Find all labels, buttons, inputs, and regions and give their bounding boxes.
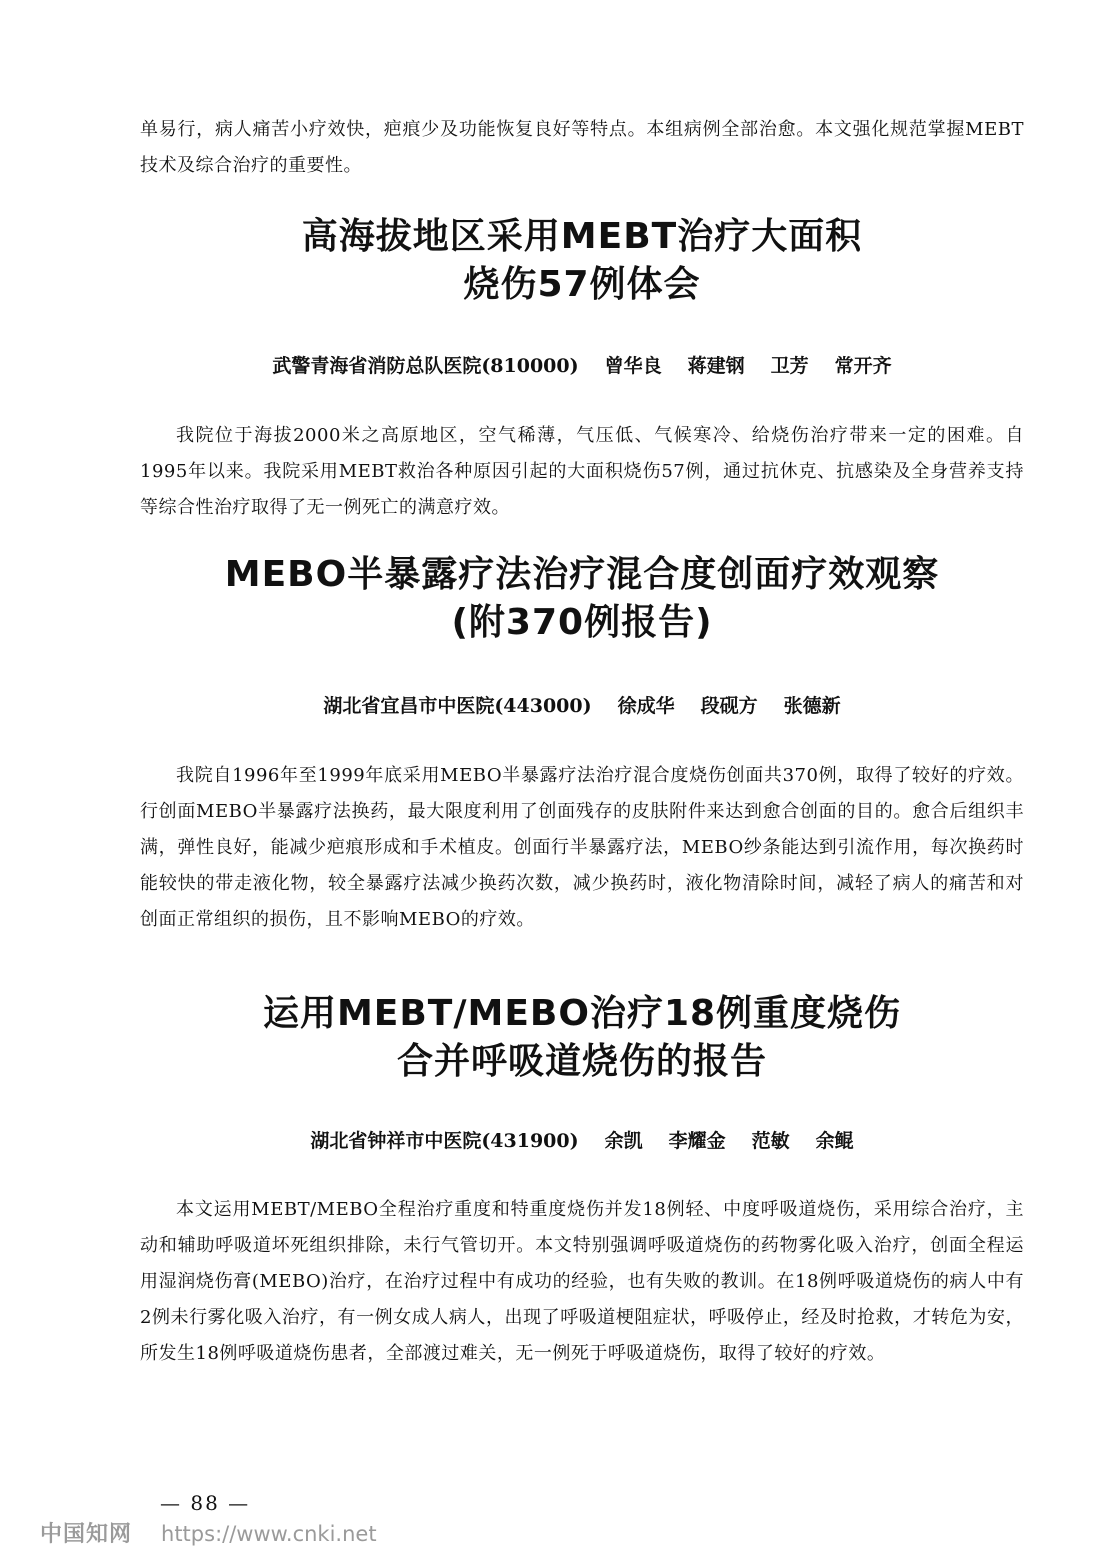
article-2-byline [140,692,1024,720]
article-3-abstract: 本文运用MEBT/MEBO全程治疗重度和特重度烧伤并发18例轻、中度呼吸道烧伤，采用综合治疗，主动和辅助呼吸道坏死组织排除，未行气管切开。本文特别强调呼吸道烧伤的药物雾化吸入治疗，创面全程运用湿润烧伤膏(MEBO)治疗，在治疗过程中有成功的经验，也有失败的教训。在18例呼吸道烧伤的病人中有2例未行雾化吸入治疗，有一例女成人病人，出现了呼吸道梗阻症状，呼吸停止，经及时抢救，才转危为安，所发生18例呼吸道烧伤患者，全部渡过难关，无一例死于呼吸道烧伤，取得了较好的疗效。 [140,1199,1024,1364]
article-title-1-line-2: 烧伤57例体会 [463,264,701,305]
article-1-byline [140,352,1024,380]
article-title-1 [140,213,1024,309]
article-2-author: 张德新 [783,695,841,717]
article-title-2-line-1: MEBO半暴露疗法治疗混合度创面疗效观察 [224,554,940,595]
cnki-url-link[interactable]: https://www.cnki.net [161,1522,377,1546]
article-1-abstract: 我院位于海拔2000米之高原地区，空气稀薄，气压低、气候寒冷、给烧伤治疗带来一定的困难。自1995年以来。我院采用MEBT救治各种原因引起的大面积烧伤57例，通过抗休克、抗感染及全身营养支持等综合性治疗取得了无一例死亡的满意疗效。 [140,425,1024,518]
article-3-author: 余鲲 [815,1130,854,1152]
article-2-author: 徐成华 [617,695,675,717]
article-title-2-line-2: (附370例报告) [451,602,713,643]
article-title-3 [140,990,1024,1086]
article-3-byline [140,1127,1024,1155]
article-1-author: 常开齐 [834,355,892,377]
cnki-logo: 中国知网 [40,1522,133,1547]
article-title-3-line-1: 运用MEBT/MEBO治疗18例重度烧伤 [262,993,902,1034]
article-3-author: 余凯 [604,1130,643,1152]
article-1-author: 曾华良 [604,355,662,377]
cnki-footer [40,1521,377,1551]
article-1-institution: 武警青海省消防总队医院(810000) [272,355,579,377]
article-title-3-line-2: 合并呼吸道烧伤的报告 [396,1041,767,1082]
article-3-institution: 湖北省钟祥市中医院(431900) [310,1130,579,1152]
article-2-author: 段砚方 [700,695,758,717]
article-2-institution: 湖北省宜昌市中医院(443000) [323,695,592,717]
article-2-abstract: 我院自1996年至1999年底采用MEBO半暴露疗法治疗混合度烧伤创面共370例，取得了较好的疗效。行创面MEBO半暴露疗法换药，最大限度利用了创面残存的皮肤附件来达到愈合创面的目的。愈合后组织丰满，弹性良好，能减少疤痕形成和手术植皮。创面行半暴露疗法，MEBO纱条能达到引流作用，每次换药时能较快的带走液化物，较全暴露疗法减少换药次数，减少换药时，液化物清除时间，减轻了病人的痛苦和对创面正常组织的损伤，且不影响MEBO的疗效。 [140,765,1024,930]
article-1-author: 蒋建钢 [687,355,745,377]
article-title-2 [140,551,1024,647]
continued-paragraph: 单易行，病人痛苦小疗效快，疤痕少及功能恢复良好等特点。本组病例全部治愈。本文强化规范掌握MEBT技术及综合治疗的重要性。 [140,119,1024,176]
article-title-1-line-1: 高海拔地区采用MEBT治疗大面积 [301,216,863,257]
article-3-author: 李耀金 [668,1130,726,1152]
article-3-author: 范敏 [751,1130,790,1152]
article-1-author: 卫芳 [770,355,809,377]
page-number: — 88 — [160,1491,251,1515]
